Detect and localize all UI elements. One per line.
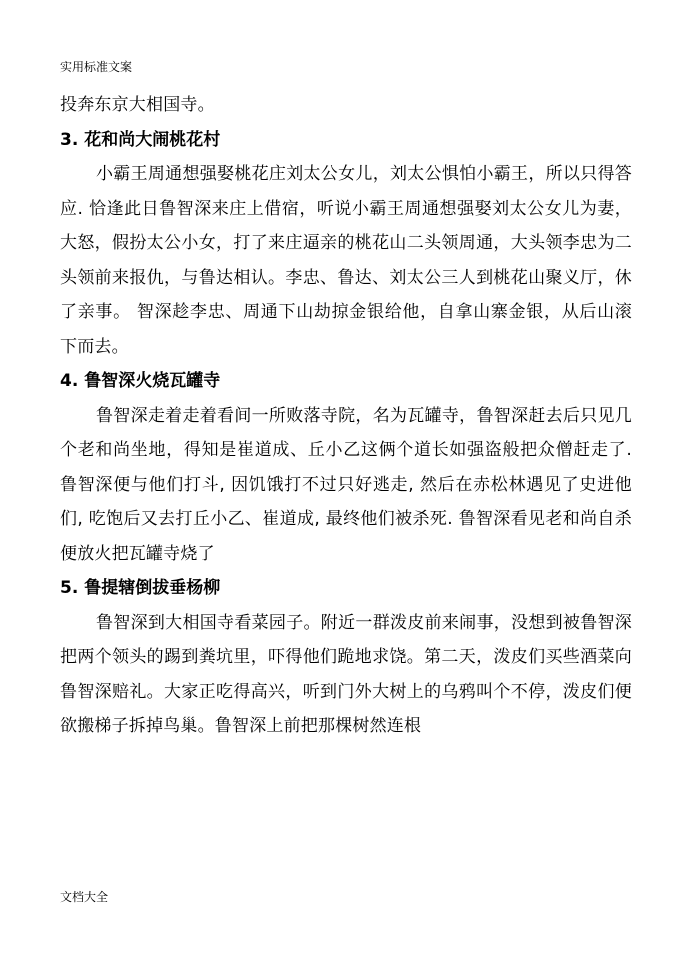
section-heading-5: 5. 鲁提辖倒拔垂杨柳 — [60, 578, 221, 598]
section-heading-3: 3. 花和尚大闹桃花村 — [60, 129, 221, 150]
section-heading-4: 4. 鲁智深火烧瓦罐寺 — [60, 371, 221, 391]
paragraph-intro: 投奔东京大相国寺。 — [60, 95, 215, 115]
page-header: 实用标准文案 — [60, 60, 133, 74]
page-footer: 文档大全 — [60, 890, 109, 904]
paragraph-section-5: 鲁智深到大相国寺看菜园子。附近一群泼皮前来闹事，没想到被鲁智深把两个领头的踢到粪坑里，吓得他们跪地求饶。第二天，泼皮们买些酒菜向鲁智深赔礼。大家正吃得高兴，听到门外大树上的乌鸦叫个不停，泼皮们便欲搬梯子拆掉鸟巢。鲁智深上前把那棵树然连根 — [60, 612, 632, 736]
document-body — [60, 88, 632, 744]
paragraph-section-4: 鲁智深走着走着看间一所败落寺院，名为瓦罐寺，鲁智深赶去后只见几个老和尚坐地，得知是崔道成、丘小乙这俩个道长如强盗般把众僧赶走了. 鲁智深便与他们打斗, 因饥饿打不过只好逃走, 然后在赤松林遇见了史进他们, 吃饱后又去打丘小乙、崔道成, 最终他们被杀死. 鲁智深看见老和尚自杀便放火把瓦罐寺烧了 — [60, 405, 632, 564]
paragraph-section-3: 小霸王周通想强娶桃花庄刘太公女儿，刘太公惧怕小霸王，所以只得答应. 恰逢此日鲁智深来庄上借宿，听说小霸王周通想强娶刘太公女儿为妻，大怒，假扮太公小女，打了来庄逼亲的桃花山二头领周通，大头领李忠为二头领前来报仇，与鲁达相认。李忠、鲁达、刘太公三人到桃花山聚义厅，休了亲事。 智深趁李忠、周通下山劫掠金银给他，自拿山寨金银，从后山滚下而去。 — [60, 164, 632, 357]
